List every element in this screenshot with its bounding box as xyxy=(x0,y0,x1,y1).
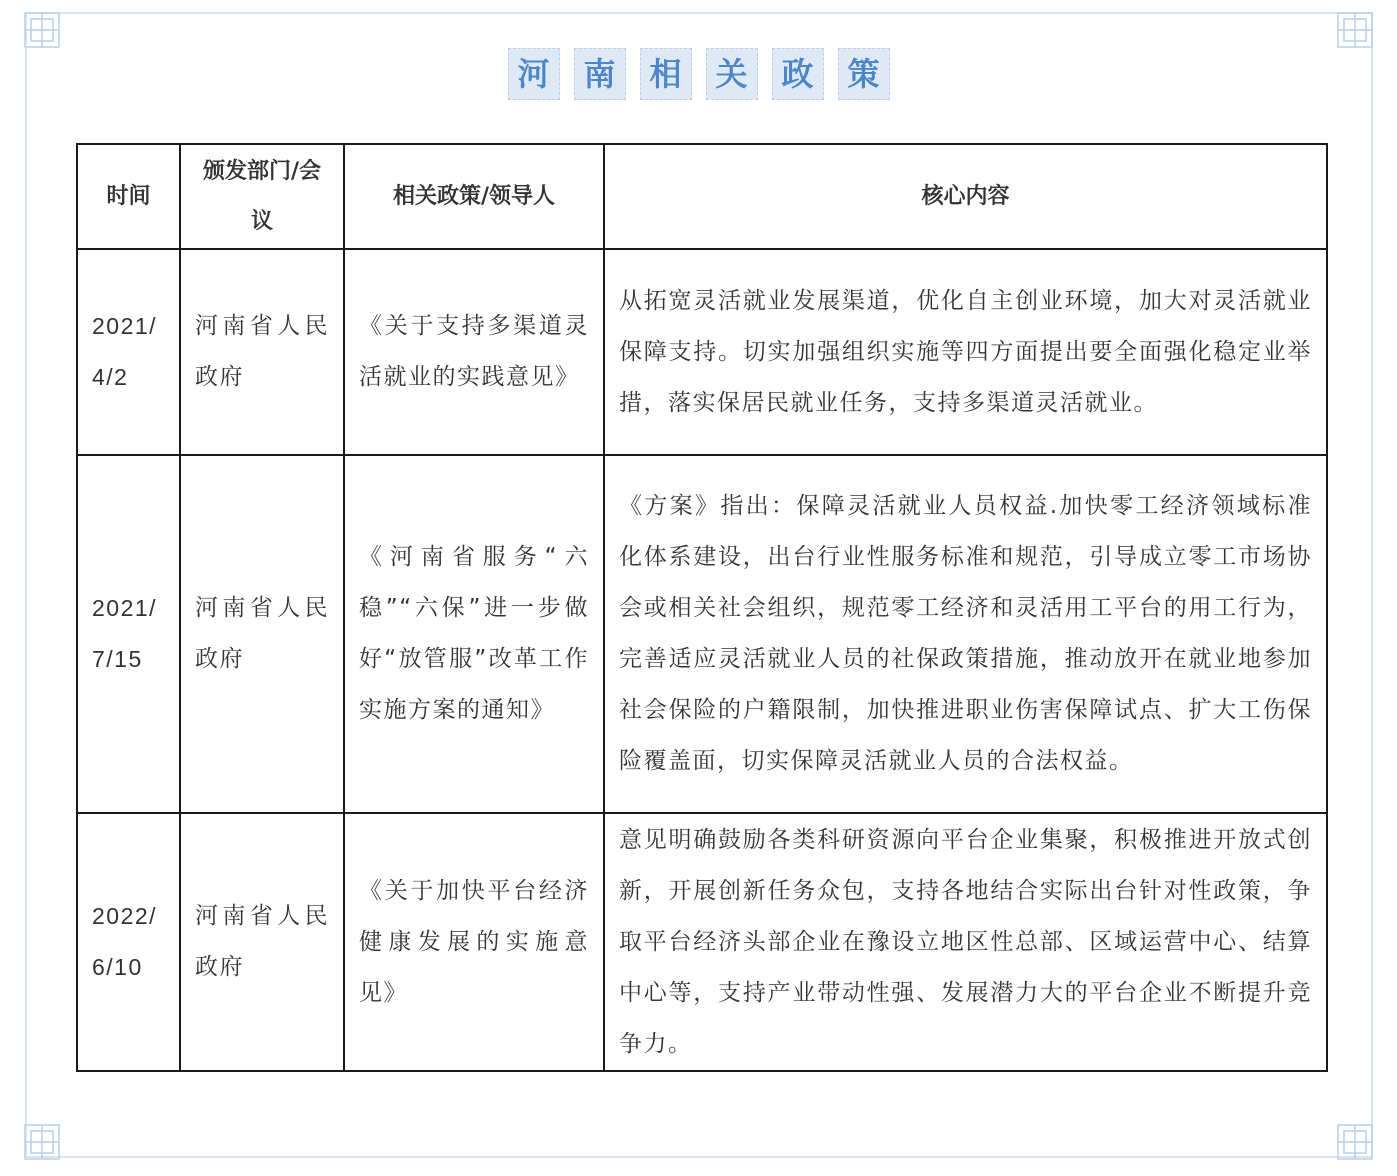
policy-table xyxy=(76,143,1328,1072)
table-row xyxy=(77,249,1327,455)
cell-policy: 《关于加快平台经济健康发展的实施意见》 xyxy=(344,813,604,1071)
cell-date: 2021/7/15 xyxy=(77,455,180,813)
cell-policy: 《河南省服务“六稳”“六保”进一步做好“放管服”改革工作实施方案的通知》 xyxy=(344,455,604,813)
cell-dept: 河南省人民政府 xyxy=(180,813,344,1071)
cell-dept: 河南省人民政府 xyxy=(180,455,344,813)
corner-ornament-icon xyxy=(1335,1122,1375,1162)
table-row xyxy=(77,813,1327,1071)
cell-content: 意见明确鼓励各类科研资源向平台企业集聚，积极推进开放式创新，开展创新任务众包，支持各地结合实际出台针对性政策，争取平台经济头部企业在豫设立地区性总部、区域运营中心、结算中心等，支持产业带动性强、发展潜力大的平台企业不断提升竞争力。 xyxy=(604,813,1327,1071)
header-dept: 颁发部门/会议 xyxy=(180,144,344,249)
corner-ornament-icon xyxy=(1335,10,1375,50)
cell-policy: 《关于支持多渠道灵活就业的实践意见》 xyxy=(344,249,604,455)
title-char: 关 xyxy=(706,48,758,100)
header-content: 核心内容 xyxy=(604,144,1327,249)
table-header-row xyxy=(77,144,1327,249)
corner-ornament-icon xyxy=(22,1122,62,1162)
cell-date: 2021/4/2 xyxy=(77,249,180,455)
corner-ornament-icon xyxy=(22,10,62,50)
header-time: 时间 xyxy=(77,144,180,249)
cell-date: 2022/6/10 xyxy=(77,813,180,1071)
title-char: 南 xyxy=(574,48,626,100)
cell-content: 《方案》指出：保障灵活就业人员权益.加快零工经济领域标准化体系建设，出台行业性服务标准和规范，引导成立零工市场协会或相关社会组织，规范零工经济和灵活用工平台的用工行为，完善适应灵活就业人员的社保政策措施，推动放开在就业地参加社会保险的户籍限制，加快推进职业伤害保障试点、扩大工伤保险覆盖面，切实保障灵活就业人员的合法权益。 xyxy=(604,455,1327,813)
header-policy: 相关政策/领导人 xyxy=(344,144,604,249)
page-title xyxy=(0,48,1397,100)
table-row xyxy=(77,455,1327,813)
title-char: 政 xyxy=(772,48,824,100)
cell-dept: 河南省人民政府 xyxy=(180,249,344,455)
title-char: 相 xyxy=(640,48,692,100)
cell-content: 从拓宽灵活就业发展渠道，优化自主创业环境，加大对灵活就业保障支持。切实加强组织实施等四方面提出要全面强化稳定业举措，落实保居民就业任务，支持多渠道灵活就业。 xyxy=(604,249,1327,455)
title-char: 河 xyxy=(508,48,560,100)
title-char: 策 xyxy=(838,48,890,100)
